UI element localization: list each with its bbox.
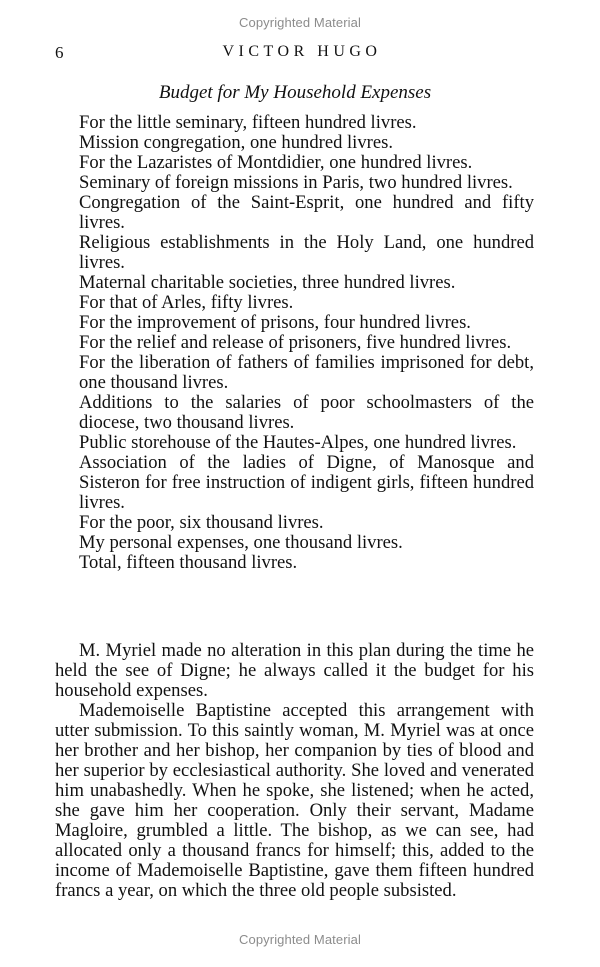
budget-item: For that of Arles, fifty livres. [79,292,294,313]
copyright-watermark-top: Copyrighted Material [239,15,361,30]
budget-item: For the Lazaristes of Montdidier, one hundred livres. [79,152,473,173]
copyright-watermark-bottom: Copyrighted Material [239,932,361,947]
budget-list [79,113,534,573]
body-text [55,641,534,901]
budget-item: Additions to the salaries of poor schoolmasters of the diocese, two thousand livres. [79,392,534,433]
paragraph: Mademoiselle Baptistine accepted this arrangement with utter submission. To this saintly woman, M. Myriel was at once her brother and her bishop, her companion by ties of blood and her superior by ecclesiastical authority. She loved and venerated him unabashedly. When he spoke, she listened; when he acted, she gave him her cooperation. Only their servant, Madame Magloire, grumbled a little. The bishop, as we can see, had allocated only a thousand francs for himself; this, added to the income of Mademoiselle Baptistine, gave them fifteen hundred francs a year, on which the three old people subsisted. [55,700,534,901]
budget-item: For the improvement of prisons, four hundred livres. [79,312,471,333]
budget-item: Maternal charitable societies, three hundred livres. [79,272,456,293]
budget-item: Congregation of the Saint-Esprit, one hundred and fifty livres. [79,192,534,233]
budget-item: For the liberation of fathers of families imprisoned for debt, one thousand livres. [79,352,534,393]
budget-item: For the poor, six thousand livres. [79,512,324,533]
paragraph: M. Myriel made no alteration in this plan during the time he held the see of Digne; he always called it the budget for his household expenses. [55,640,534,701]
budget-item: For the little seminary, fifteen hundred livres. [79,112,417,133]
budget-item: Mission congregation, one hundred livres. [79,132,393,153]
budget-item: For the relief and release of prisoners, five hundred livres. [79,332,512,353]
budget-title: Budget for My Household Expenses [158,82,432,103]
budget-item: Association of the ladies of Digne, of Manosque and Sisteron for free instruction of indigent girls, fifteen hundred livres. [79,452,534,513]
budget-item: Public storehouse of the Hautes-Alpes, one hundred livres. [79,432,517,453]
running-head: VICTOR HUGO [222,43,382,60]
budget-item: Religious establishments in the Holy Land, one hundred livres. [79,232,534,273]
budget-item: My personal expenses, one thousand livres. [79,532,403,553]
budget-item: Seminary of foreign missions in Paris, two hundred livres. [79,172,513,193]
budget-item-total: Total, fifteen thousand livres. [79,552,298,573]
page-number: 6 [55,43,64,62]
